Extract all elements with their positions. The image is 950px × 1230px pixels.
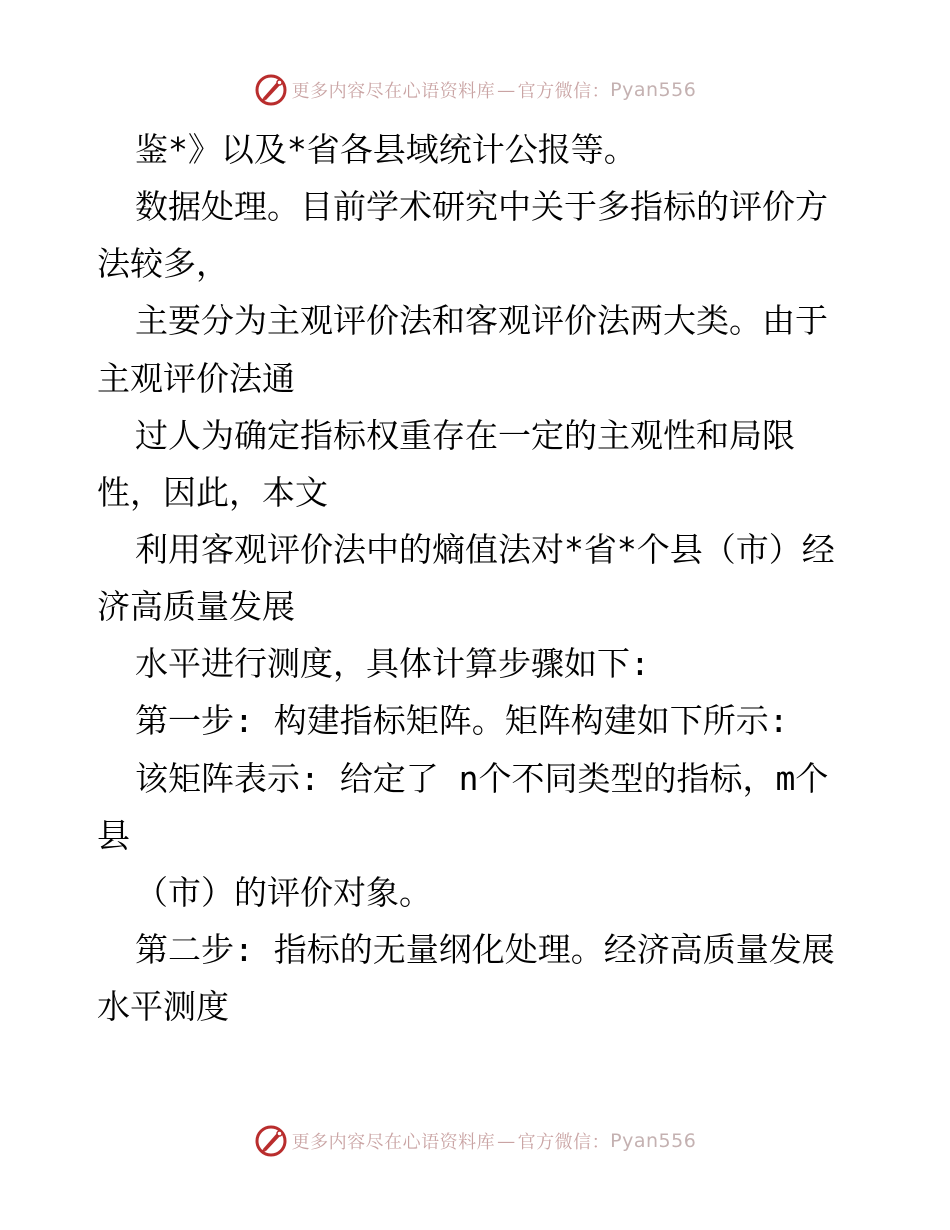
- text-line: 第二步: 指标的无量纲化处理。经济高质量发展: [135, 930, 835, 969]
- quill-pen-seal-icon: [254, 73, 288, 107]
- wechat-label: 官方微信：: [517, 1132, 611, 1153]
- wechat-id: Pyan556: [610, 1130, 697, 1152]
- wechat-id: Pyan556: [610, 79, 697, 101]
- banner-separator: —: [497, 79, 516, 101]
- site-slogan: 更多内容尽在心语资料库: [291, 1132, 496, 1153]
- text-line: 水平测度: [97, 987, 229, 1026]
- text-line: 县: [97, 816, 130, 855]
- text-line: 第一步: 构建指标矩阵。矩阵构建如下所示:: [135, 701, 789, 740]
- banner-separator: —: [497, 1130, 516, 1152]
- text-line: 水平进行测度，具体计算步骤如下:: [135, 644, 650, 683]
- footer-banner: [0, 1121, 950, 1161]
- text-line: 数据处理。目前学术研究中关于多指标的评价方: [135, 187, 828, 226]
- text-line: 法较多，: [97, 244, 229, 283]
- quill-pen-seal-icon: [254, 1124, 288, 1158]
- text-line: 鉴*》以及*省各县域统计公报等。: [135, 130, 637, 169]
- text-line: 主要分为主观评价法和客观评价法两大类。由于: [135, 301, 828, 340]
- text-line: 主观评价法通: [97, 359, 295, 398]
- wechat-label: 官方微信：: [517, 81, 611, 102]
- text-line: 利用客观评价法中的熵值法对*省*个县（市）经: [135, 530, 835, 569]
- text-line: 该矩阵表示: 给定了 n个不同类型的指标，m个: [135, 759, 829, 798]
- site-slogan: 更多内容尽在心语资料库: [291, 81, 496, 102]
- header-banner: [0, 70, 950, 110]
- text-line: 过人为确定指标权重存在一定的主观性和局限: [135, 416, 795, 455]
- text-line: 性，因此，本文: [97, 473, 328, 512]
- text-line: 济高质量发展: [97, 587, 295, 626]
- text-line: （市）的评价对象。: [135, 873, 432, 912]
